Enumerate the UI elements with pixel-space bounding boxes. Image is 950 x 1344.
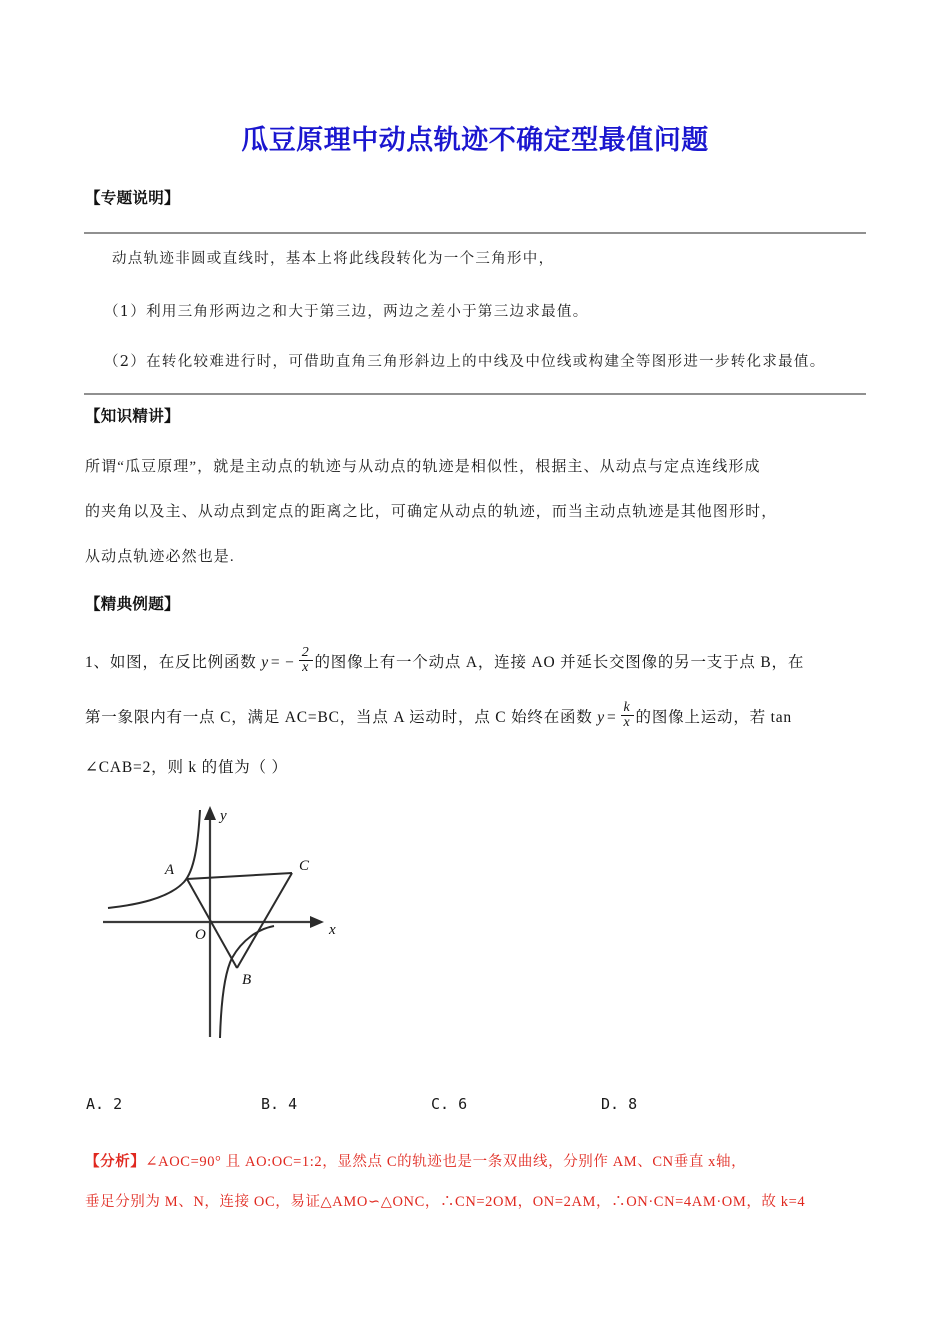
divider-rule-bottom xyxy=(84,393,866,395)
option-d[interactable]: D. 8 xyxy=(601,1095,638,1113)
equation-2-denominator: x xyxy=(621,715,634,731)
label-point-a: A xyxy=(164,862,174,878)
option-c[interactable]: C. 6 xyxy=(431,1095,468,1113)
segment-bc xyxy=(237,873,292,968)
analysis-text-1: ∠AOC=90° 且 AO:OC=1:2，显然点 C的轨迹也是一条双曲线，分别作 AM、CN垂直 x轴， xyxy=(145,1154,747,1170)
knowledge-line-2: 的夹角以及主、从动点到定点的距离之比，可确定从动点的轨迹，而当主动点轨迹是其他图形时， xyxy=(85,504,778,520)
section-heading-overview: 【专题说明】 xyxy=(85,189,180,207)
option-b[interactable]: B. 4 xyxy=(261,1095,298,1113)
equation-2-numerator: k xyxy=(623,699,631,715)
segment-ab xyxy=(187,879,237,968)
question-line-2-pre: 第一象限内有一点 C，满足 AC=BC，当点 A 运动时，点 C 始终在函数 xyxy=(85,708,598,726)
divider-rule-top xyxy=(84,232,866,234)
equation-1-denominator: x xyxy=(299,660,313,676)
equation-2-fraction xyxy=(621,701,634,731)
question-line-2 xyxy=(85,699,792,733)
figure-svg xyxy=(90,798,390,1058)
section-heading-example: 【精典例题】 xyxy=(85,595,180,613)
analysis-line-1 xyxy=(85,1150,746,1171)
question-line-2-post: 的图像上运动，若 tan xyxy=(635,708,792,726)
label-axis-x: x xyxy=(329,922,336,938)
question-line-3: ∠CAB=2，则 k 的值为（ ） xyxy=(85,759,288,776)
equation-2-sign: = xyxy=(606,708,617,726)
label-axis-y: y xyxy=(220,808,227,824)
page-title: 瓜豆原理中动点轨迹不确定型最值问题 xyxy=(241,125,709,156)
equation-1-fraction xyxy=(299,646,313,676)
equation-1-numerator: 2 xyxy=(301,644,310,660)
label-origin: O xyxy=(195,927,206,943)
equation-1-lhs: y xyxy=(261,653,269,671)
question-line-1-post: 的图像上有一个动点 A，连接 AO 并延长交图像的另一支于点 B，在 xyxy=(314,653,805,671)
hyperbola-branch-upper-left xyxy=(108,810,200,908)
coordinate-figure xyxy=(90,798,390,1063)
option-a[interactable]: A. 2 xyxy=(86,1095,123,1113)
section-heading-knowledge: 【知识精讲】 xyxy=(85,407,180,425)
label-point-c: C xyxy=(299,858,310,874)
overview-paragraph-2: （1）利用三角形两边之和大于第三边，两边之差小于第三边求最值。 xyxy=(104,304,589,320)
analysis-tag: 【分析】 xyxy=(85,1154,146,1170)
analysis-line-2: 垂足分别为 M、N，连接 OC，易证△AMO∽△ONC，∴CN=2OM，ON=2AM，∴ON·CN=4AM·OM，故 k=4 xyxy=(85,1194,806,1210)
overview-paragraph-3: （2）在转化较难进行时，可借助直角三角形斜边上的中线及中位线或构建全等图形进一步转化求最值。 xyxy=(104,354,826,370)
question-line-1 xyxy=(85,644,805,678)
segment-ac xyxy=(187,873,292,879)
label-point-b: B xyxy=(242,972,252,988)
equation-1-sign: = − xyxy=(270,653,295,671)
question-line-1-pre: 1、如图，在反比例函数 xyxy=(85,653,262,671)
equation-2-lhs: y xyxy=(597,708,605,726)
answer-options xyxy=(86,1095,876,1113)
overview-paragraph-1: 动点轨迹非圆或直线时，基本上将此线段转化为一个三角形中， xyxy=(112,251,555,267)
knowledge-line-1: 所谓“瓜豆原理”，就是主动点的轨迹与从动点的轨迹是相似性，根据主、从动点与定点连线形成 xyxy=(85,459,761,475)
knowledge-line-3: 从动点轨迹必然也是. xyxy=(85,549,235,565)
